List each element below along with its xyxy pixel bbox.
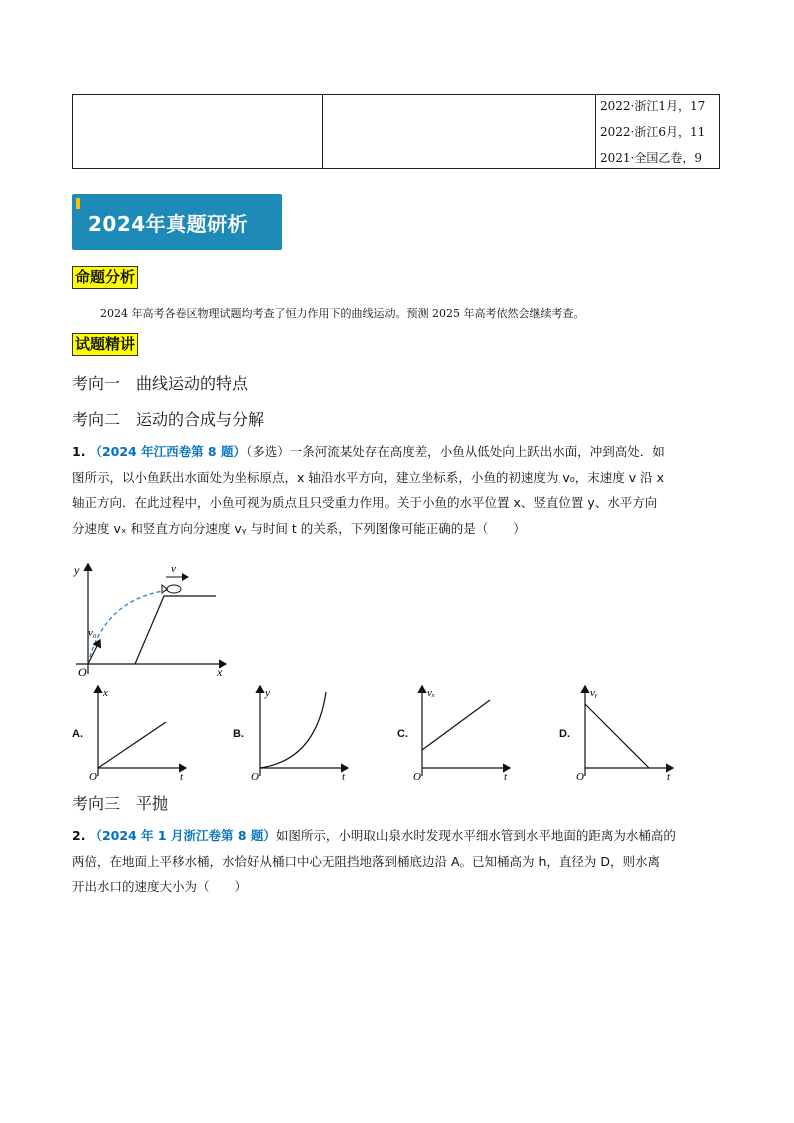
- section-banner: [72, 194, 282, 250]
- table-divider: [322, 95, 323, 168]
- y-axis-label: vᵧ: [590, 687, 598, 699]
- option-b-graph[interactable]: [248, 682, 354, 782]
- t-axis-label: t: [504, 771, 508, 782]
- river-bank: [135, 596, 216, 664]
- x-axis-label: x: [217, 665, 223, 679]
- question-text: 如图所示，小明取山泉水时发现水平细水管到水平地面的距离为水桶高的: [275, 828, 676, 843]
- label-lecture: 试题精讲: [72, 333, 138, 356]
- trajectory: [88, 590, 170, 664]
- banner-title: 2024年真题研析: [88, 212, 249, 236]
- banner-accent: [76, 198, 80, 209]
- fish-tail: [162, 585, 167, 593]
- question-text: 轴正方向．在此过程中，小鱼可视为质点且只受重力作用。关于小鱼的水平位置 x、竖直位置 y、水平方向: [72, 495, 658, 510]
- question-text: 开出水口的速度大小为（ ）: [72, 879, 248, 894]
- t-axis-label: t: [667, 771, 671, 782]
- table-divider: [595, 95, 596, 168]
- origin-label: O: [89, 771, 97, 782]
- analysis-text: 2024 年高考各卷区物理试题均考查了恒力作用下的曲线运动。预测 2025 年高考依然会继续考查。: [100, 307, 585, 320]
- table-ref: 2021·全国乙卷，9: [600, 151, 702, 165]
- t-axis-label: t: [342, 771, 346, 782]
- heading-prefix: 考向二: [72, 410, 121, 429]
- heading-direction-1: [72, 371, 248, 394]
- y-axis-label: y: [265, 687, 270, 699]
- heading-title: 运动的合成与分解: [136, 410, 265, 429]
- question-2: [72, 823, 724, 900]
- heading-direction-2: [72, 407, 264, 430]
- y-axis-label: x: [103, 687, 108, 699]
- option-a-letter[interactable]: A.: [72, 728, 83, 740]
- heading-direction-3: [72, 791, 168, 814]
- heading-prefix: 考向一: [72, 374, 121, 393]
- reference-table: [72, 94, 720, 169]
- option-b-letter[interactable]: B.: [233, 728, 244, 740]
- option-d-letter[interactable]: D.: [559, 728, 570, 740]
- graph-line: [98, 722, 166, 768]
- t-axis-label: t: [180, 771, 184, 782]
- label-analysis: 命题分析: [72, 266, 138, 289]
- origin-label: O: [251, 771, 259, 782]
- question-text: 分速度 vₓ 和竖直方向分速度 vᵧ 与时间 t 的关系，下列图像可能正确的是（ ）: [72, 520, 526, 536]
- option-d-graph[interactable]: [573, 682, 679, 782]
- question-source: （2024 年 1 月浙江卷第 8 题）: [89, 828, 276, 843]
- question-number: 2.: [72, 828, 86, 843]
- graph-line: [585, 704, 649, 768]
- v0-arrow: [88, 640, 100, 664]
- graph-curve: [260, 692, 326, 768]
- question-text: 图所示，以小鱼跃出水面处为坐标原点，x 轴沿水平方向，建立坐标系，小鱼的初速度为 v₀，末速度 v 沿 x: [72, 469, 664, 485]
- heading-prefix: 考向三: [72, 794, 121, 813]
- question-text: （多选）一条河流某处存在高度差，小鱼从低处向上跃出水面，冲到高处．如: [245, 444, 665, 459]
- table-ref: 2022·浙江6月，11: [600, 125, 706, 139]
- option-a-graph[interactable]: [86, 682, 192, 782]
- question-number: 1.: [72, 444, 86, 459]
- question-1: [72, 439, 724, 541]
- origin-label: O: [78, 665, 87, 679]
- y-axis-label: y: [74, 563, 80, 577]
- v0-label: v₀: [88, 627, 97, 639]
- y-axis-label: vₓ: [427, 687, 436, 699]
- fish-icon: [167, 585, 181, 593]
- heading-title: 平抛: [136, 794, 169, 813]
- question-source: （2024 年江西卷第 8 题）: [89, 444, 246, 459]
- fish-jump-figure: [66, 558, 236, 680]
- heading-title: 曲线运动的特点: [136, 374, 249, 393]
- graph-line: [422, 700, 490, 750]
- v-label: v: [171, 563, 176, 575]
- table-ref: 2022·浙江1月，17: [600, 99, 706, 113]
- option-c-letter[interactable]: C.: [397, 728, 408, 740]
- option-c-graph[interactable]: [410, 682, 516, 782]
- question-text: 两倍，在地面上平移水桶，水恰好从桶口中心无阻挡地落到桶底边沿 A。已知桶高为 h，直径为 D，则水离: [72, 853, 661, 869]
- origin-label: O: [413, 771, 421, 782]
- origin-label: O: [576, 771, 584, 782]
